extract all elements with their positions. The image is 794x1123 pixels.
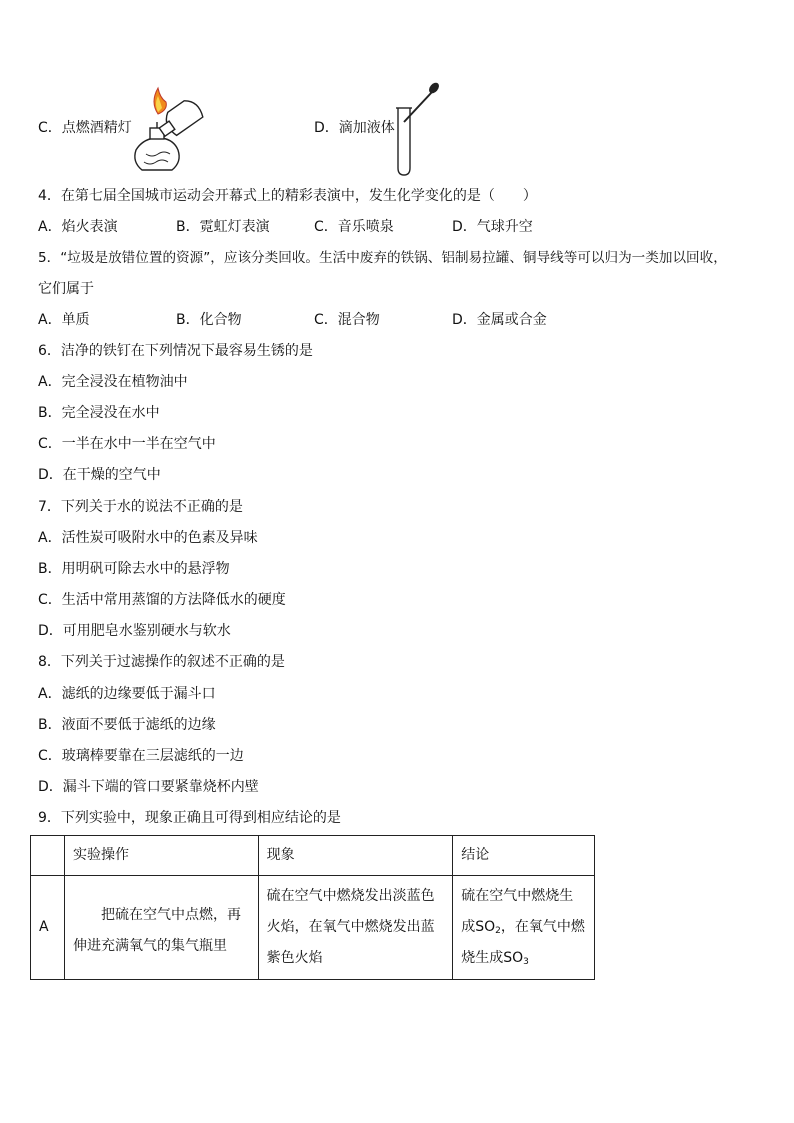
q6-option-b: B．完全浸没在水中 <box>38 405 160 421</box>
q5-option-c: C．混合物 <box>314 312 380 328</box>
row-label: A <box>31 876 65 980</box>
q8-option-a: A．滤纸的边缘要低于漏斗口 <box>38 686 216 702</box>
table-header-blank <box>31 836 65 876</box>
conclusion-sub-2: 3 <box>523 957 529 967</box>
flame-icon <box>154 88 166 114</box>
q9-experiment-table <box>30 835 595 980</box>
row-conclusion <box>453 876 595 980</box>
conclusion-part-1: 硫在空气中燃烧生成SO <box>461 888 574 935</box>
q6-option-a: A．完全浸没在植物油中 <box>38 374 188 390</box>
q5-options <box>38 310 598 330</box>
table-header-operation: 实验操作 <box>64 836 258 876</box>
q8-option-c: C．玻璃棒要靠在三层滤纸的一边 <box>38 748 244 764</box>
q9-stem: 9．下列实验中，现象正确且可得到相应结论的是 <box>38 810 341 826</box>
q5-stem-line2: 它们属于 <box>38 281 94 297</box>
q7-option-c: C．生活中常用蒸馏的方法降低水的硬度 <box>38 592 286 608</box>
q4-stem: 4．在第七届全国城市运动会开幕式上的精彩表演中，发生化学变化的是（ ） <box>38 188 537 204</box>
q8-option-d: D．漏斗下端的管口要紧靠烧杯内壁 <box>38 779 259 795</box>
row-operation: 把硫在空气中点燃，再伸进充满氧气的集气瓶里 <box>64 876 258 980</box>
q5-stem-line1: 5．“垃圾是放错位置的资源”，应该分类回收。生活中废弃的铁锅、铝制易拉罐、铜导线等可以归为一类加以回收， <box>38 250 727 266</box>
q3-option-c: C．点燃酒精灯 <box>38 120 132 136</box>
q5-option-a: A．单质 <box>38 312 90 328</box>
q7-option-d: D．可用肥皂水鉴别硬水与软水 <box>38 623 231 639</box>
q6-option-c: C．一半在水中一半在空气中 <box>38 436 216 452</box>
table-header-row <box>31 836 595 876</box>
dropper <box>404 81 441 122</box>
q8-stem: 8．下列关于过滤操作的叙述不正确的是 <box>38 654 285 670</box>
q4-option-c: C．音乐喷泉 <box>314 219 394 235</box>
row-phenomenon: 硫在空气中燃烧发出淡蓝色火焰，在氧气中燃烧发出蓝紫色火焰 <box>258 876 453 980</box>
table-row <box>31 876 595 980</box>
alcohol-lamp-lighting-figure <box>128 82 210 174</box>
q4-options <box>38 217 598 237</box>
q6-option-d: D．在干燥的空气中 <box>38 467 161 483</box>
q3-option-d: D．滴加液体 <box>314 120 395 136</box>
q7-option-b: B．用明矾可除去水中的悬浮物 <box>38 561 230 577</box>
q5-option-d: D．金属或合金 <box>452 312 547 328</box>
table-header-conclusion: 结论 <box>453 836 595 876</box>
table-header-phenomenon: 现象 <box>258 836 453 876</box>
q8-option-b: B．液面不要低于滤纸的边缘 <box>38 717 216 733</box>
q4-option-b: B．霓虹灯表演 <box>176 219 270 235</box>
q5-option-b: B．化合物 <box>176 312 242 328</box>
q7-stem: 7．下列关于水的说法不正确的是 <box>38 499 243 515</box>
dropper-test-tube-figure <box>394 78 444 178</box>
q6-stem: 6．洁净的铁钉在下列情况下最容易生锈的是 <box>38 343 313 359</box>
conclusion-sub-1: 2 <box>495 926 501 936</box>
q7-option-a: A．活性炭可吸附水中的色素及异味 <box>38 530 258 546</box>
q4-option-a: A．焰火表演 <box>38 219 118 235</box>
alcohol-lamp-body <box>135 138 179 170</box>
q4-option-d: D．气球升空 <box>452 219 533 235</box>
conclusion-part-2: ，在氧气中燃烧生成SO <box>461 919 585 966</box>
